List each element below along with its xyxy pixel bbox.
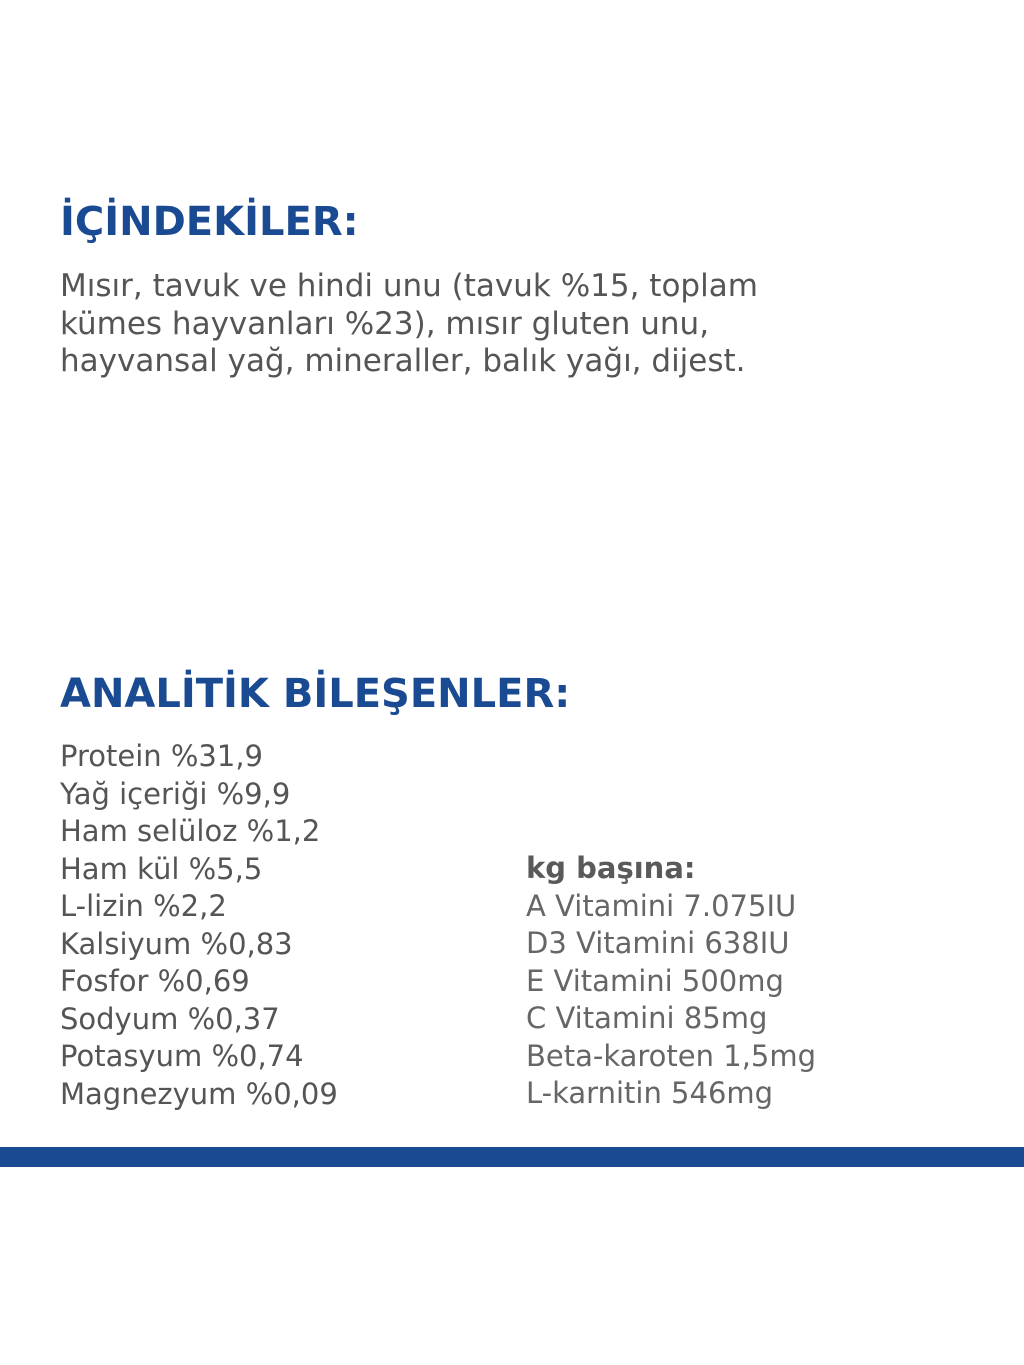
component-item: L-lizin %2,2 — [60, 889, 227, 923]
vitamin-item: A Vitamini 7.075IU — [526, 888, 797, 923]
vitamin-item: C Vitamini 85mg — [526, 1001, 768, 1035]
vitamin-item: E Vitamini 500mg — [526, 963, 784, 998]
vitamin-item: D3 Vitamini 638IU — [526, 926, 790, 960]
ingredients-heading: İÇİNDEKİLER: — [60, 199, 359, 245]
per-kg-list — [526, 850, 816, 1113]
component-item: Sodyum %0,37 — [60, 1001, 280, 1036]
component-item: Ham selüloz %1,2 — [60, 814, 321, 848]
blue-divider-bar — [0, 1147, 1024, 1167]
vitamin-item: L-karnitin 546mg — [526, 1076, 774, 1110]
component-item: Ham kül %5,5 — [60, 851, 263, 886]
component-item: Fosfor %0,69 — [60, 964, 250, 998]
analytic-components-heading: ANALİTİK BİLEŞENLER: — [60, 671, 571, 717]
ingredients-text — [60, 268, 960, 381]
component-item: Magnezyum %0,09 — [60, 1076, 338, 1111]
ingredients-line: Mısır, tavuk ve hindi unu (tavuk %15, toplam — [60, 268, 758, 304]
ingredients-line: hayvansal yağ, mineraller, balık yağı, dijest. — [60, 343, 746, 379]
analytic-components-list — [60, 738, 338, 1113]
component-item: Yağ içeriği %9,9 — [60, 776, 291, 811]
ingredients-line: kümes hayvanları %23), mısır gluten unu, — [60, 305, 710, 342]
component-item: Protein %31,9 — [60, 739, 263, 773]
vitamin-item: Beta-karoten 1,5mg — [526, 1038, 817, 1073]
component-item: Kalsiyum %0,83 — [60, 926, 293, 961]
component-item: Potasyum %0,74 — [60, 1039, 304, 1073]
per-kg-title: kg başına: — [526, 851, 696, 885]
